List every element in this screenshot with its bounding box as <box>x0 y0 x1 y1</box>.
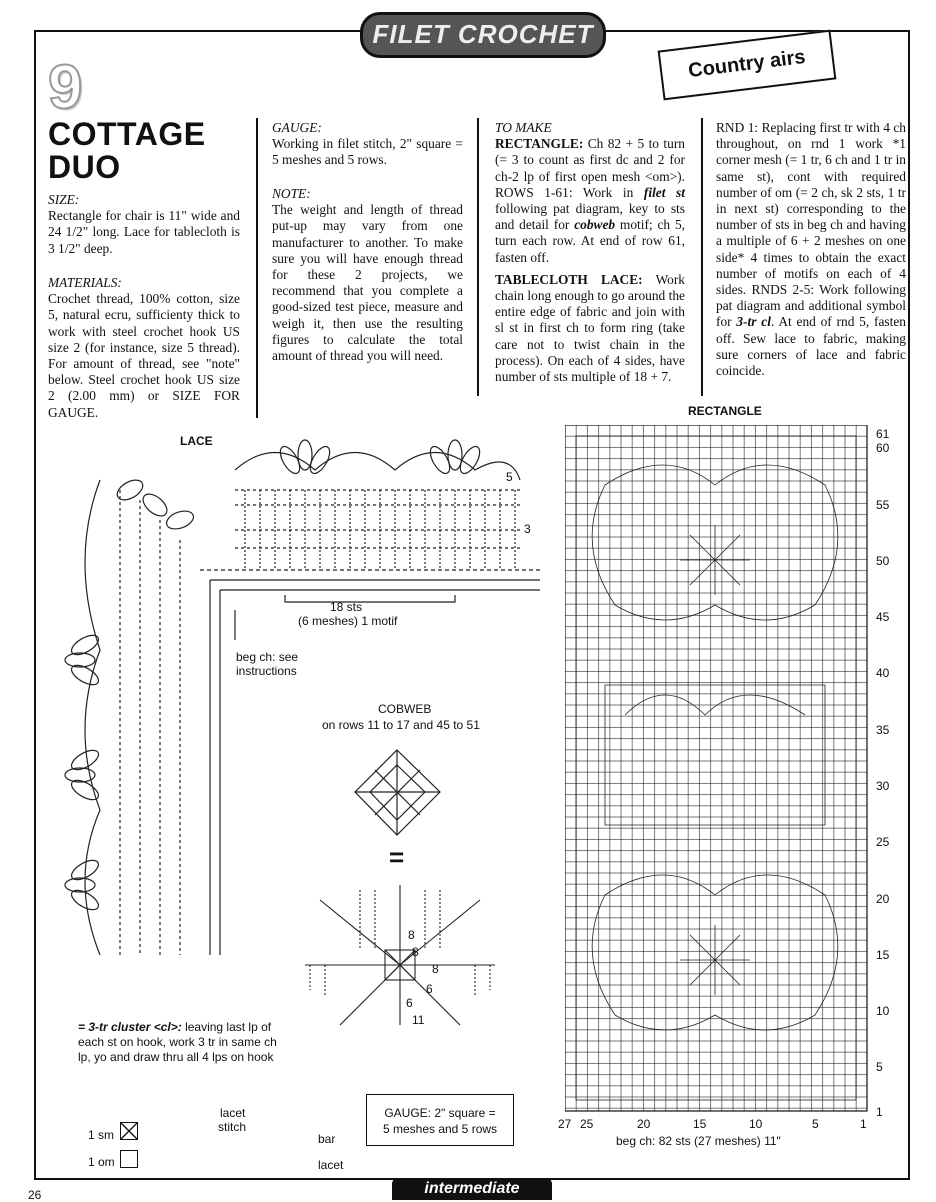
tablecloth-lace-text: Work chain long enough to go around the entire edge of fabric and join with sl st in first ch to form ring (take care not to twist chain in the process). On each of 4 sides, have number of sts multiple of 18 + 7. <box>495 271 685 385</box>
category-tag: Country airs <box>658 30 837 101</box>
gauge-text: Working in filet stitch, 2" square = 5 meshes and 5 rows. <box>272 136 463 168</box>
col-label: 5 <box>812 1117 819 1131</box>
note-text: The weight and length of thread put-up may vary from one manufacturer to another. To make sure you will have enough thread for these 2 projects, we recommend that you complete a good-sized test piece, measure and weigh it, then use the resulting figures to calculate the total amount of thread you will need. <box>272 202 463 364</box>
cluster-legend-text: leaving last lp of each st on hook, work 3 tr in same ch lp, yo and draw thru all 4 lps on hook <box>78 1020 277 1064</box>
to-make-heading: TO MAKE <box>495 120 552 135</box>
row-5-marker: 5 <box>506 470 513 484</box>
cobweb-count: 8 <box>408 928 415 942</box>
col-label: 27 <box>558 1117 572 1131</box>
rounds-text: RND 1: Replacing first tr with 4 ch throughout, on rnd 1 work *1 corner mesh (= 1 tr, 6 ch and 1 tr in same st), cont with required number of om (= 2 ch, sk 2 sts, 1 tr in next st) corresponding to the number of sts in beg ch and having a multiple of 6 + 2 meshes on one side* 4 times to obtain the exact number of motifs on each of 4 sides. RNDS 2-5: Work following pat diagram and additional symbol for <box>716 120 906 330</box>
row-label: 1 <box>876 1105 883 1119</box>
pattern-title <box>48 118 206 184</box>
lacet-legend-text: lacet <box>318 1158 344 1172</box>
motif-meshes-label: (6 meshes) 1 motif <box>298 614 398 628</box>
gauge-box-line-2: 5 meshes and 5 rows <box>382 1122 498 1136</box>
size-section <box>48 192 240 257</box>
cobweb-count: 6 <box>406 996 413 1010</box>
column-divider <box>477 118 479 396</box>
rectangle-footer: beg ch: 82 sts (27 meshes) 11" <box>616 1134 781 1148</box>
rectangle-label: RECTANGLE: <box>495 136 584 152</box>
size-text: Rectangle for chair is 11" wide and 24 1/2" long. Lace for tablecloth is 3 1/2" deep. <box>48 208 240 256</box>
row-label: 45 <box>876 610 890 624</box>
page-number: 26 <box>28 1188 42 1202</box>
materials-text: Crochet thread, 100% cotton, size 5, natural ecru, sufficienty thick to work with steel crochet hook US size 2 (for instance, size 5 thread). For amount of thread, see "note" below. Steel crochet hook US size 2 (2.00 mm) or SIZE FOR GAUGE. <box>48 291 240 420</box>
gauge-heading: GAUGE: <box>272 120 322 135</box>
column-divider <box>256 118 258 418</box>
row-3-marker: 3 <box>524 522 531 536</box>
lace-diagram-title: LACE <box>180 434 213 448</box>
col-label: 1 <box>860 1117 867 1131</box>
note-heading: NOTE: <box>272 186 311 201</box>
materials-heading: MATERIALS: <box>48 275 122 290</box>
gauge-section <box>272 120 463 169</box>
materials-section <box>48 275 240 421</box>
row-label: 20 <box>876 892 890 906</box>
cobweb-chart-large <box>300 880 500 1030</box>
pattern-number: 9 <box>48 53 83 122</box>
row-label: 15 <box>876 948 890 962</box>
col-label: 15 <box>693 1117 707 1131</box>
sm-legend-symbol <box>120 1122 138 1140</box>
bar-legend-label: bar <box>318 1132 336 1146</box>
rectangle-text: Ch 82 + 5 to turn (= 3 to count as first dc and 2 for ch-2 lp of first open mesh <om>). ROWS 1-61: Work in <box>495 136 685 200</box>
row-label: 10 <box>876 1004 890 1018</box>
cobweb-count: 8 <box>432 962 439 976</box>
row-label: 61 <box>876 427 890 441</box>
filet-st-term: filet st <box>643 184 685 200</box>
beg-ch-label: beg ch: see <box>236 650 299 664</box>
rounds-text-end: . At end of rnd 5, fasten off. Sew lace to fabric, making sure corners of lace and fabric coincide. <box>716 314 906 379</box>
om-legend-symbol <box>120 1150 138 1168</box>
to-make-section <box>495 120 685 385</box>
cobweb-count: 6 <box>426 982 433 996</box>
note-section <box>272 186 463 364</box>
cobweb-title: COBWEB <box>378 702 432 716</box>
size-heading: SIZE: <box>48 192 80 207</box>
row-label: 25 <box>876 835 890 849</box>
title-line-1: COTTAGE <box>48 116 206 152</box>
section-banner: FILET CROCHET <box>360 12 606 58</box>
lacet-legend-label-2: stitch <box>218 1120 247 1134</box>
gauge-box-line-1: GAUGE: 2" square = <box>384 1106 496 1120</box>
cluster-legend <box>78 1020 278 1065</box>
sm-legend-label: 1 sm <box>88 1128 115 1142</box>
row-label: 5 <box>876 1060 883 1074</box>
gauge-box <box>366 1094 514 1146</box>
cobweb-count: 11 <box>412 1013 425 1027</box>
cobweb-term: cobweb <box>574 217 616 233</box>
row-label: 55 <box>876 498 890 512</box>
rectangle-text: following pat diagram, key to sts and detail for <box>495 201 685 233</box>
cobweb-count: 8 <box>412 945 419 959</box>
title-line-2: DUO <box>48 149 121 185</box>
beg-ch-label-2: instructions <box>236 664 297 678</box>
rectangle-text: motif; ch 5, turn each row. At end of row 61, fasten off. <box>495 217 685 265</box>
difficulty-badge: intermediate <box>392 1178 552 1200</box>
row-label: 50 <box>876 554 890 568</box>
row-label: 60 <box>876 441 890 455</box>
rectangle-chart <box>565 425 875 1115</box>
rounds-section <box>716 120 906 379</box>
cluster-legend-label: = 3-tr cluster <cl>: <box>78 1020 182 1034</box>
rectangle-diagram-title: RECTANGLE <box>688 404 762 418</box>
row-label: 30 <box>876 779 890 793</box>
col-label: 25 <box>580 1117 594 1131</box>
col-label: 10 <box>749 1117 763 1131</box>
row-label: 40 <box>876 666 890 680</box>
lacet-legend-label: lacet <box>220 1106 246 1120</box>
tablecloth-lace-label: TABLECLOTH LACE: <box>495 271 643 287</box>
equals-sign: = <box>389 842 405 872</box>
row-label: 35 <box>876 723 890 737</box>
column-divider <box>701 118 703 396</box>
cobweb-rows: on rows 11 to 17 and 45 to 51 <box>322 718 480 732</box>
col-label: 20 <box>637 1117 651 1131</box>
motif-sts-label: 18 sts <box>330 600 363 614</box>
cobweb-chart-small <box>350 745 445 840</box>
cluster-term: 3-tr cl <box>736 314 771 330</box>
om-legend-label: 1 om <box>88 1155 115 1169</box>
